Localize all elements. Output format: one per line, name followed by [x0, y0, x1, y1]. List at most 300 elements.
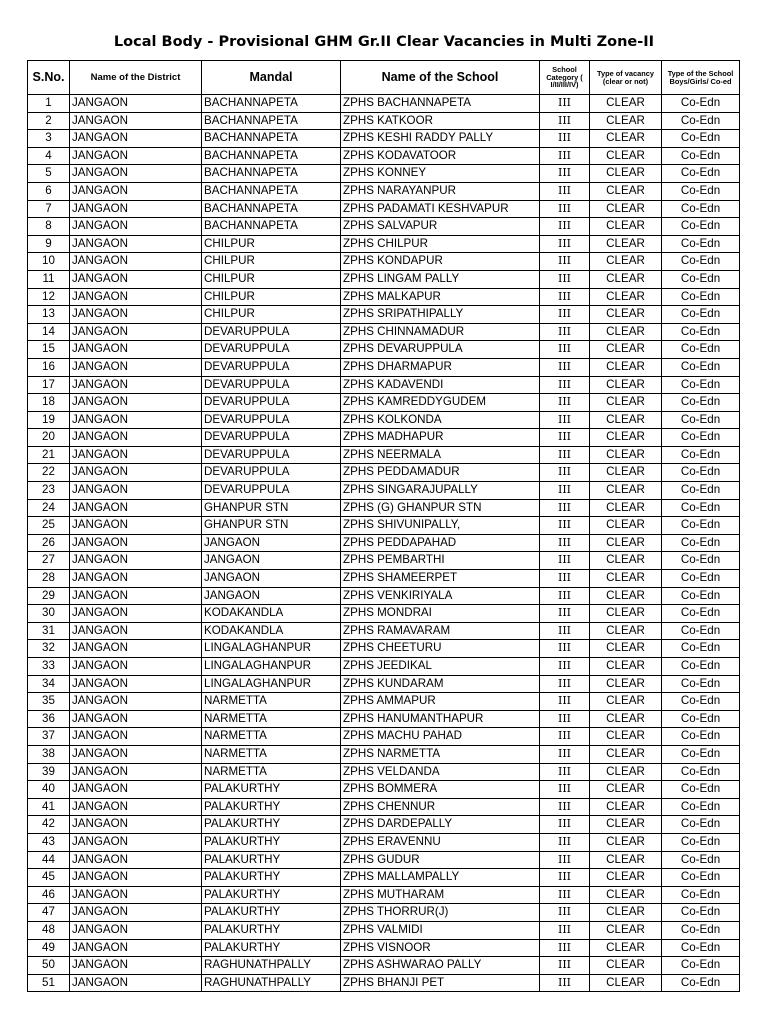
cell-vacancy: CLEAR [590, 622, 662, 640]
cell-mandal: CHILPUR [202, 235, 341, 253]
cell-school: ZPHS SHIVUNIPALLY, [341, 517, 540, 535]
cell-school: ZPHS NARAYANPUR [341, 182, 540, 200]
cell-district: JANGAON [70, 147, 202, 165]
cell-category: III [540, 957, 590, 975]
cell-sno: 21 [28, 446, 70, 464]
table-row [28, 376, 740, 394]
col-header-mandal: Mandal [202, 61, 341, 95]
cell-school: ZPHS KODAVATOOR [341, 147, 540, 165]
cell-district: JANGAON [70, 429, 202, 447]
cell-school: ZPHS CHEETURU [341, 640, 540, 658]
cell-category: III [540, 798, 590, 816]
cell-school: ZPHS SRIPATHIPALLY [341, 306, 540, 324]
cell-school: ZPHS KOLKONDA [341, 411, 540, 429]
cell-mandal: CHILPUR [202, 306, 341, 324]
cell-school: ZPHS MADHAPUR [341, 429, 540, 447]
cell-vacancy: CLEAR [590, 658, 662, 676]
cell-mandal: NARMETTA [202, 763, 341, 781]
cell-school: ZPHS MALLAMPALLY [341, 869, 540, 887]
cell-school: ZPHS SINGARAJUPALLY [341, 482, 540, 500]
table-row [28, 710, 740, 728]
table-row [28, 200, 740, 218]
cell-mandal: DEVARUPPULA [202, 341, 341, 359]
cell-type: Co-Edn [662, 570, 740, 588]
cell-sno: 34 [28, 675, 70, 693]
cell-type: Co-Edn [662, 376, 740, 394]
cell-vacancy: CLEAR [590, 218, 662, 236]
cell-school: ZPHS KADAVENDI [341, 376, 540, 394]
table-row [28, 869, 740, 887]
cell-sno: 36 [28, 710, 70, 728]
cell-sno: 14 [28, 323, 70, 341]
cell-category: III [540, 165, 590, 183]
cell-district: JANGAON [70, 728, 202, 746]
cell-vacancy: CLEAR [590, 763, 662, 781]
cell-district: JANGAON [70, 130, 202, 148]
cell-district: JANGAON [70, 482, 202, 500]
cell-sno: 43 [28, 833, 70, 851]
cell-sno: 2 [28, 112, 70, 130]
cell-mandal: DEVARUPPULA [202, 446, 341, 464]
table-row [28, 851, 740, 869]
cell-sno: 5 [28, 165, 70, 183]
table-row [28, 957, 740, 975]
cell-vacancy: CLEAR [590, 552, 662, 570]
cell-type: Co-Edn [662, 341, 740, 359]
cell-type: Co-Edn [662, 429, 740, 447]
cell-type: Co-Edn [662, 306, 740, 324]
cell-mandal: LINGALAGHANPUR [202, 658, 341, 676]
cell-type: Co-Edn [662, 482, 740, 500]
cell-mandal: PALAKURTHY [202, 869, 341, 887]
cell-vacancy: CLEAR [590, 517, 662, 535]
cell-type: Co-Edn [662, 622, 740, 640]
cell-sno: 17 [28, 376, 70, 394]
table-row [28, 939, 740, 957]
cell-type: Co-Edn [662, 763, 740, 781]
cell-school: ZPHS (G) GHANPUR STN [341, 499, 540, 517]
page-title: Local Body - Provisional GHM Gr.II Clear Vacancies in Multi Zone-II [113, 34, 655, 50]
cell-district: JANGAON [70, 270, 202, 288]
cell-school: ZPHS SHAMEERPET [341, 570, 540, 588]
cell-type: Co-Edn [662, 658, 740, 676]
cell-mandal: DEVARUPPULA [202, 376, 341, 394]
cell-vacancy: CLEAR [590, 411, 662, 429]
cell-vacancy: CLEAR [590, 235, 662, 253]
cell-mandal: PALAKURTHY [202, 798, 341, 816]
cell-mandal: JANGAON [202, 570, 341, 588]
cell-district: JANGAON [70, 816, 202, 834]
cell-district: JANGAON [70, 745, 202, 763]
cell-type: Co-Edn [662, 745, 740, 763]
cell-mandal: DEVARUPPULA [202, 323, 341, 341]
cell-mandal: LINGALAGHANPUR [202, 640, 341, 658]
cell-type: Co-Edn [662, 939, 740, 957]
cell-vacancy: CLEAR [590, 640, 662, 658]
cell-type: Co-Edn [662, 640, 740, 658]
cell-type: Co-Edn [662, 552, 740, 570]
cell-vacancy: CLEAR [590, 974, 662, 992]
table-row [28, 904, 740, 922]
cell-type: Co-Edn [662, 235, 740, 253]
cell-mandal: PALAKURTHY [202, 904, 341, 922]
cell-district: JANGAON [70, 464, 202, 482]
cell-district: JANGAON [70, 640, 202, 658]
cell-school: ZPHS ERAVENNU [341, 833, 540, 851]
cell-mandal: RAGHUNATHPALLY [202, 974, 341, 992]
cell-type: Co-Edn [662, 833, 740, 851]
cell-type: Co-Edn [662, 534, 740, 552]
cell-type: Co-Edn [662, 499, 740, 517]
cell-district: JANGAON [70, 288, 202, 306]
cell-vacancy: CLEAR [590, 288, 662, 306]
cell-school: ZPHS BACHANNAPETA [341, 95, 540, 113]
cell-vacancy: CLEAR [590, 253, 662, 271]
cell-vacancy: CLEAR [590, 499, 662, 517]
cell-category: III [540, 640, 590, 658]
cell-district: JANGAON [70, 921, 202, 939]
cell-district: JANGAON [70, 622, 202, 640]
cell-mandal: PALAKURTHY [202, 781, 341, 799]
cell-district: JANGAON [70, 658, 202, 676]
table-row [28, 235, 740, 253]
cell-district: JANGAON [70, 605, 202, 623]
cell-type: Co-Edn [662, 394, 740, 412]
cell-school: ZPHS KONDAPUR [341, 253, 540, 271]
cell-sno: 20 [28, 429, 70, 447]
table-row [28, 974, 740, 992]
cell-sno: 28 [28, 570, 70, 588]
cell-mandal: PALAKURTHY [202, 921, 341, 939]
cell-type: Co-Edn [662, 781, 740, 799]
table-row [28, 446, 740, 464]
cell-type: Co-Edn [662, 921, 740, 939]
cell-district: JANGAON [70, 587, 202, 605]
cell-vacancy: CLEAR [590, 323, 662, 341]
cell-category: III [540, 939, 590, 957]
cell-school: ZPHS BOMMERA [341, 781, 540, 799]
cell-type: Co-Edn [662, 253, 740, 271]
cell-category: III [540, 95, 590, 113]
cell-district: JANGAON [70, 833, 202, 851]
cell-type: Co-Edn [662, 869, 740, 887]
cell-mandal: PALAKURTHY [202, 833, 341, 851]
cell-district: JANGAON [70, 341, 202, 359]
cell-type: Co-Edn [662, 358, 740, 376]
cell-sno: 4 [28, 147, 70, 165]
cell-sno: 1 [28, 95, 70, 113]
cell-type: Co-Edn [662, 200, 740, 218]
table-row [28, 745, 740, 763]
cell-category: III [540, 182, 590, 200]
cell-type: Co-Edn [662, 130, 740, 148]
table-row [28, 552, 740, 570]
cell-vacancy: CLEAR [590, 482, 662, 500]
table-row [28, 587, 740, 605]
cell-sno: 6 [28, 182, 70, 200]
cell-school: ZPHS PADAMATI KESHVAPUR [341, 200, 540, 218]
table-row [28, 323, 740, 341]
cell-school: ZPHS LINGAM PALLY [341, 270, 540, 288]
cell-school: ZPHS CHENNUR [341, 798, 540, 816]
table-row [28, 886, 740, 904]
table-row [28, 622, 740, 640]
cell-category: III [540, 323, 590, 341]
cell-category: III [540, 745, 590, 763]
cell-mandal: BACHANNAPETA [202, 165, 341, 183]
table-body [28, 95, 740, 992]
cell-category: III [540, 534, 590, 552]
cell-mandal: CHILPUR [202, 288, 341, 306]
table-row [28, 658, 740, 676]
col-header-vacancy: Type of vacancy (clear or not) [590, 61, 662, 95]
cell-mandal: DEVARUPPULA [202, 358, 341, 376]
cell-vacancy: CLEAR [590, 130, 662, 148]
cell-category: III [540, 200, 590, 218]
cell-mandal: NARMETTA [202, 693, 341, 711]
cell-mandal: BACHANNAPETA [202, 95, 341, 113]
cell-category: III [540, 376, 590, 394]
cell-mandal: KODAKANDLA [202, 605, 341, 623]
cell-sno: 45 [28, 869, 70, 887]
cell-type: Co-Edn [662, 710, 740, 728]
col-header-sno: S.No. [28, 61, 70, 95]
cell-mandal: PALAKURTHY [202, 939, 341, 957]
cell-sno: 41 [28, 798, 70, 816]
cell-category: III [540, 517, 590, 535]
cell-category: III [540, 429, 590, 447]
cell-sno: 51 [28, 974, 70, 992]
cell-district: JANGAON [70, 534, 202, 552]
cell-category: III [540, 552, 590, 570]
cell-school: ZPHS KESHI RADDY PALLY [341, 130, 540, 148]
cell-category: III [540, 851, 590, 869]
cell-district: JANGAON [70, 710, 202, 728]
cell-mandal: BACHANNAPETA [202, 200, 341, 218]
table-row [28, 429, 740, 447]
table-row [28, 394, 740, 412]
cell-vacancy: CLEAR [590, 921, 662, 939]
cell-category: III [540, 446, 590, 464]
cell-district: JANGAON [70, 411, 202, 429]
cell-category: III [540, 130, 590, 148]
table-row [28, 464, 740, 482]
cell-district: JANGAON [70, 358, 202, 376]
cell-school: ZPHS MUTHARAM [341, 886, 540, 904]
cell-category: III [540, 921, 590, 939]
cell-sno: 18 [28, 394, 70, 412]
cell-mandal: NARMETTA [202, 710, 341, 728]
cell-school: ZPHS KONNEY [341, 165, 540, 183]
cell-sno: 33 [28, 658, 70, 676]
table-row [28, 798, 740, 816]
cell-sno: 11 [28, 270, 70, 288]
cell-category: III [540, 270, 590, 288]
cell-category: III [540, 306, 590, 324]
cell-category: III [540, 816, 590, 834]
cell-sno: 35 [28, 693, 70, 711]
cell-sno: 7 [28, 200, 70, 218]
cell-type: Co-Edn [662, 218, 740, 236]
cell-category: III [540, 482, 590, 500]
cell-district: JANGAON [70, 323, 202, 341]
cell-sno: 48 [28, 921, 70, 939]
table-row [28, 306, 740, 324]
cell-sno: 40 [28, 781, 70, 799]
cell-school: ZPHS JEEDIKAL [341, 658, 540, 676]
cell-category: III [540, 587, 590, 605]
cell-type: Co-Edn [662, 112, 740, 130]
cell-vacancy: CLEAR [590, 833, 662, 851]
cell-district: JANGAON [70, 552, 202, 570]
cell-type: Co-Edn [662, 147, 740, 165]
cell-school: ZPHS VENKIRIYALA [341, 587, 540, 605]
cell-type: Co-Edn [662, 693, 740, 711]
cell-category: III [540, 763, 590, 781]
cell-district: JANGAON [70, 675, 202, 693]
cell-mandal: LINGALAGHANPUR [202, 675, 341, 693]
cell-district: JANGAON [70, 253, 202, 271]
cell-mandal: BACHANNAPETA [202, 147, 341, 165]
cell-sno: 25 [28, 517, 70, 535]
cell-school: ZPHS BHANJI PET [341, 974, 540, 992]
cell-school: ZPHS MONDRAI [341, 605, 540, 623]
cell-vacancy: CLEAR [590, 270, 662, 288]
cell-type: Co-Edn [662, 798, 740, 816]
cell-vacancy: CLEAR [590, 798, 662, 816]
table-row [28, 781, 740, 799]
cell-sno: 39 [28, 763, 70, 781]
cell-district: JANGAON [70, 851, 202, 869]
cell-district: JANGAON [70, 306, 202, 324]
cell-school: ZPHS THORRUR(J) [341, 904, 540, 922]
cell-vacancy: CLEAR [590, 675, 662, 693]
cell-school: ZPHS NEERMALA [341, 446, 540, 464]
cell-school: ZPHS KAMREDDYGUDEM [341, 394, 540, 412]
cell-mandal: BACHANNAPETA [202, 218, 341, 236]
cell-vacancy: CLEAR [590, 306, 662, 324]
cell-school: ZPHS PEDDAMADUR [341, 464, 540, 482]
cell-mandal: CHILPUR [202, 253, 341, 271]
cell-vacancy: CLEAR [590, 147, 662, 165]
table-row [28, 921, 740, 939]
table-row [28, 270, 740, 288]
cell-sno: 8 [28, 218, 70, 236]
cell-vacancy: CLEAR [590, 534, 662, 552]
cell-mandal: PALAKURTHY [202, 816, 341, 834]
cell-district: JANGAON [70, 904, 202, 922]
cell-vacancy: CLEAR [590, 957, 662, 975]
cell-type: Co-Edn [662, 446, 740, 464]
cell-category: III [540, 675, 590, 693]
cell-district: JANGAON [70, 798, 202, 816]
cell-sno: 16 [28, 358, 70, 376]
cell-sno: 50 [28, 957, 70, 975]
cell-mandal: DEVARUPPULA [202, 464, 341, 482]
cell-category: III [540, 605, 590, 623]
cell-type: Co-Edn [662, 816, 740, 834]
cell-type: Co-Edn [662, 288, 740, 306]
cell-mandal: JANGAON [202, 534, 341, 552]
cell-mandal: GHANPUR STN [202, 517, 341, 535]
cell-vacancy: CLEAR [590, 464, 662, 482]
cell-category: III [540, 974, 590, 992]
cell-mandal: BACHANNAPETA [202, 112, 341, 130]
cell-vacancy: CLEAR [590, 587, 662, 605]
cell-category: III [540, 147, 590, 165]
cell-category: III [540, 411, 590, 429]
col-header-type: Type of the School Boys/Girls/ Co-ed [662, 61, 740, 95]
cell-mandal: CHILPUR [202, 270, 341, 288]
cell-mandal: RAGHUNATHPALLY [202, 957, 341, 975]
cell-category: III [540, 904, 590, 922]
cell-type: Co-Edn [662, 728, 740, 746]
cell-sno: 42 [28, 816, 70, 834]
cell-district: JANGAON [70, 781, 202, 799]
cell-vacancy: CLEAR [590, 182, 662, 200]
table-row [28, 728, 740, 746]
table-header-row [28, 61, 740, 95]
cell-vacancy: CLEAR [590, 165, 662, 183]
cell-mandal: DEVARUPPULA [202, 394, 341, 412]
cell-vacancy: CLEAR [590, 605, 662, 623]
cell-district: JANGAON [70, 165, 202, 183]
cell-district: JANGAON [70, 886, 202, 904]
cell-district: JANGAON [70, 570, 202, 588]
cell-category: III [540, 358, 590, 376]
table-row [28, 358, 740, 376]
cell-district: JANGAON [70, 869, 202, 887]
cell-sno: 22 [28, 464, 70, 482]
table-row [28, 570, 740, 588]
cell-school: ZPHS MALKAPUR [341, 288, 540, 306]
cell-mandal: NARMETTA [202, 728, 341, 746]
cell-mandal: NARMETTA [202, 745, 341, 763]
cell-mandal: BACHANNAPETA [202, 130, 341, 148]
table-row [28, 165, 740, 183]
table-row [28, 833, 740, 851]
cell-type: Co-Edn [662, 411, 740, 429]
table-row [28, 693, 740, 711]
cell-sno: 23 [28, 482, 70, 500]
cell-school: ZPHS CHINNAMADUR [341, 323, 540, 341]
cell-mandal: DEVARUPPULA [202, 429, 341, 447]
cell-vacancy: CLEAR [590, 886, 662, 904]
cell-district: JANGAON [70, 235, 202, 253]
table-row [28, 130, 740, 148]
cell-type: Co-Edn [662, 95, 740, 113]
cell-type: Co-Edn [662, 270, 740, 288]
cell-type: Co-Edn [662, 587, 740, 605]
cell-sno: 38 [28, 745, 70, 763]
cell-school: ZPHS VALMIDI [341, 921, 540, 939]
cell-category: III [540, 728, 590, 746]
cell-school: ZPHS ASHWARAO PALLY [341, 957, 540, 975]
cell-vacancy: CLEAR [590, 341, 662, 359]
table-row [28, 253, 740, 271]
col-header-school: Name of the School [341, 61, 540, 95]
cell-sno: 47 [28, 904, 70, 922]
cell-category: III [540, 710, 590, 728]
cell-vacancy: CLEAR [590, 710, 662, 728]
cell-school: ZPHS AMMAPUR [341, 693, 540, 711]
cell-mandal: GHANPUR STN [202, 499, 341, 517]
cell-school: ZPHS NARMETTA [341, 745, 540, 763]
cell-sno: 30 [28, 605, 70, 623]
table-row [28, 675, 740, 693]
cell-category: III [540, 341, 590, 359]
cell-mandal: PALAKURTHY [202, 886, 341, 904]
